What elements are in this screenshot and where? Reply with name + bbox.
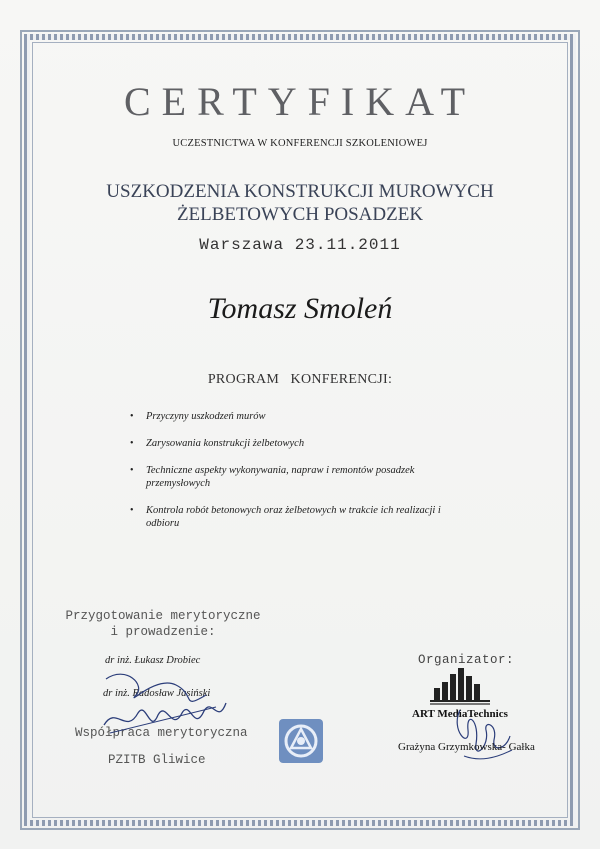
organizer-label: Organizator: [418, 653, 515, 667]
certificate-title: CERTYFIKAT [123, 79, 477, 124]
signature-left [86, 655, 246, 745]
program-heading: PROGRAM KONFERENCJI: [207, 372, 393, 387]
program-item [130, 504, 446, 530]
conference-topic-line1: USZKODZENIA KONSTRUKCJI MUROWYCH [106, 181, 494, 202]
program-item [130, 410, 480, 423]
program-item [130, 437, 480, 450]
certificate-subtitle: UCZESTNICTWA W KONFERENCJI SZKOLENIOWEJ [172, 138, 428, 149]
program-item-text: Przyczyny uszkodzeń murów [146, 411, 266, 422]
lecturer-2: dr inż. Radosław Jasiński [103, 688, 211, 699]
program-item-text: Techniczne aspekty wykonywania, napraw i remontów posadzek przemysłowych [146, 465, 415, 489]
bullet-icon: • [130, 438, 134, 449]
conference-topic [0, 180, 600, 226]
program-item [130, 464, 476, 490]
bullet-icon: • [130, 465, 134, 476]
preparation-label-line2: i prowadzenie: [110, 625, 216, 639]
program-list [130, 410, 480, 544]
bullet-icon: • [130, 505, 134, 516]
preparation-label [48, 608, 278, 640]
pzitb-emblem-icon [278, 718, 324, 764]
place-date: Warszawa 23.11.2011 [199, 236, 401, 254]
program-item-text: Kontrola robót betonowych oraz żelbetowych w trakcie ich realizacji i odbioru [146, 505, 441, 529]
signature-right [440, 700, 520, 770]
preparation-label-line1: Przygotowanie merytoryczne [65, 609, 261, 623]
program-item-text: Zarysowania konstrukcji żelbetowych [146, 438, 305, 449]
conference-topic-line2: ŻELBETOWYCH POSADZEK [176, 204, 424, 225]
cooperation-organization: PZITB Gliwice [108, 753, 206, 767]
organizer-person: Grażyna Grzymkowska- Gałka [398, 741, 535, 753]
bullet-icon: • [130, 411, 134, 422]
cooperation-label: Współpraca merytoryczna [75, 726, 248, 740]
lecturer-1: dr inż. Łukasz Drobiec [105, 655, 201, 666]
organizer-name: ART MediaTechnics [412, 708, 508, 720]
participant-name: Tomasz Smoleń [207, 292, 393, 325]
